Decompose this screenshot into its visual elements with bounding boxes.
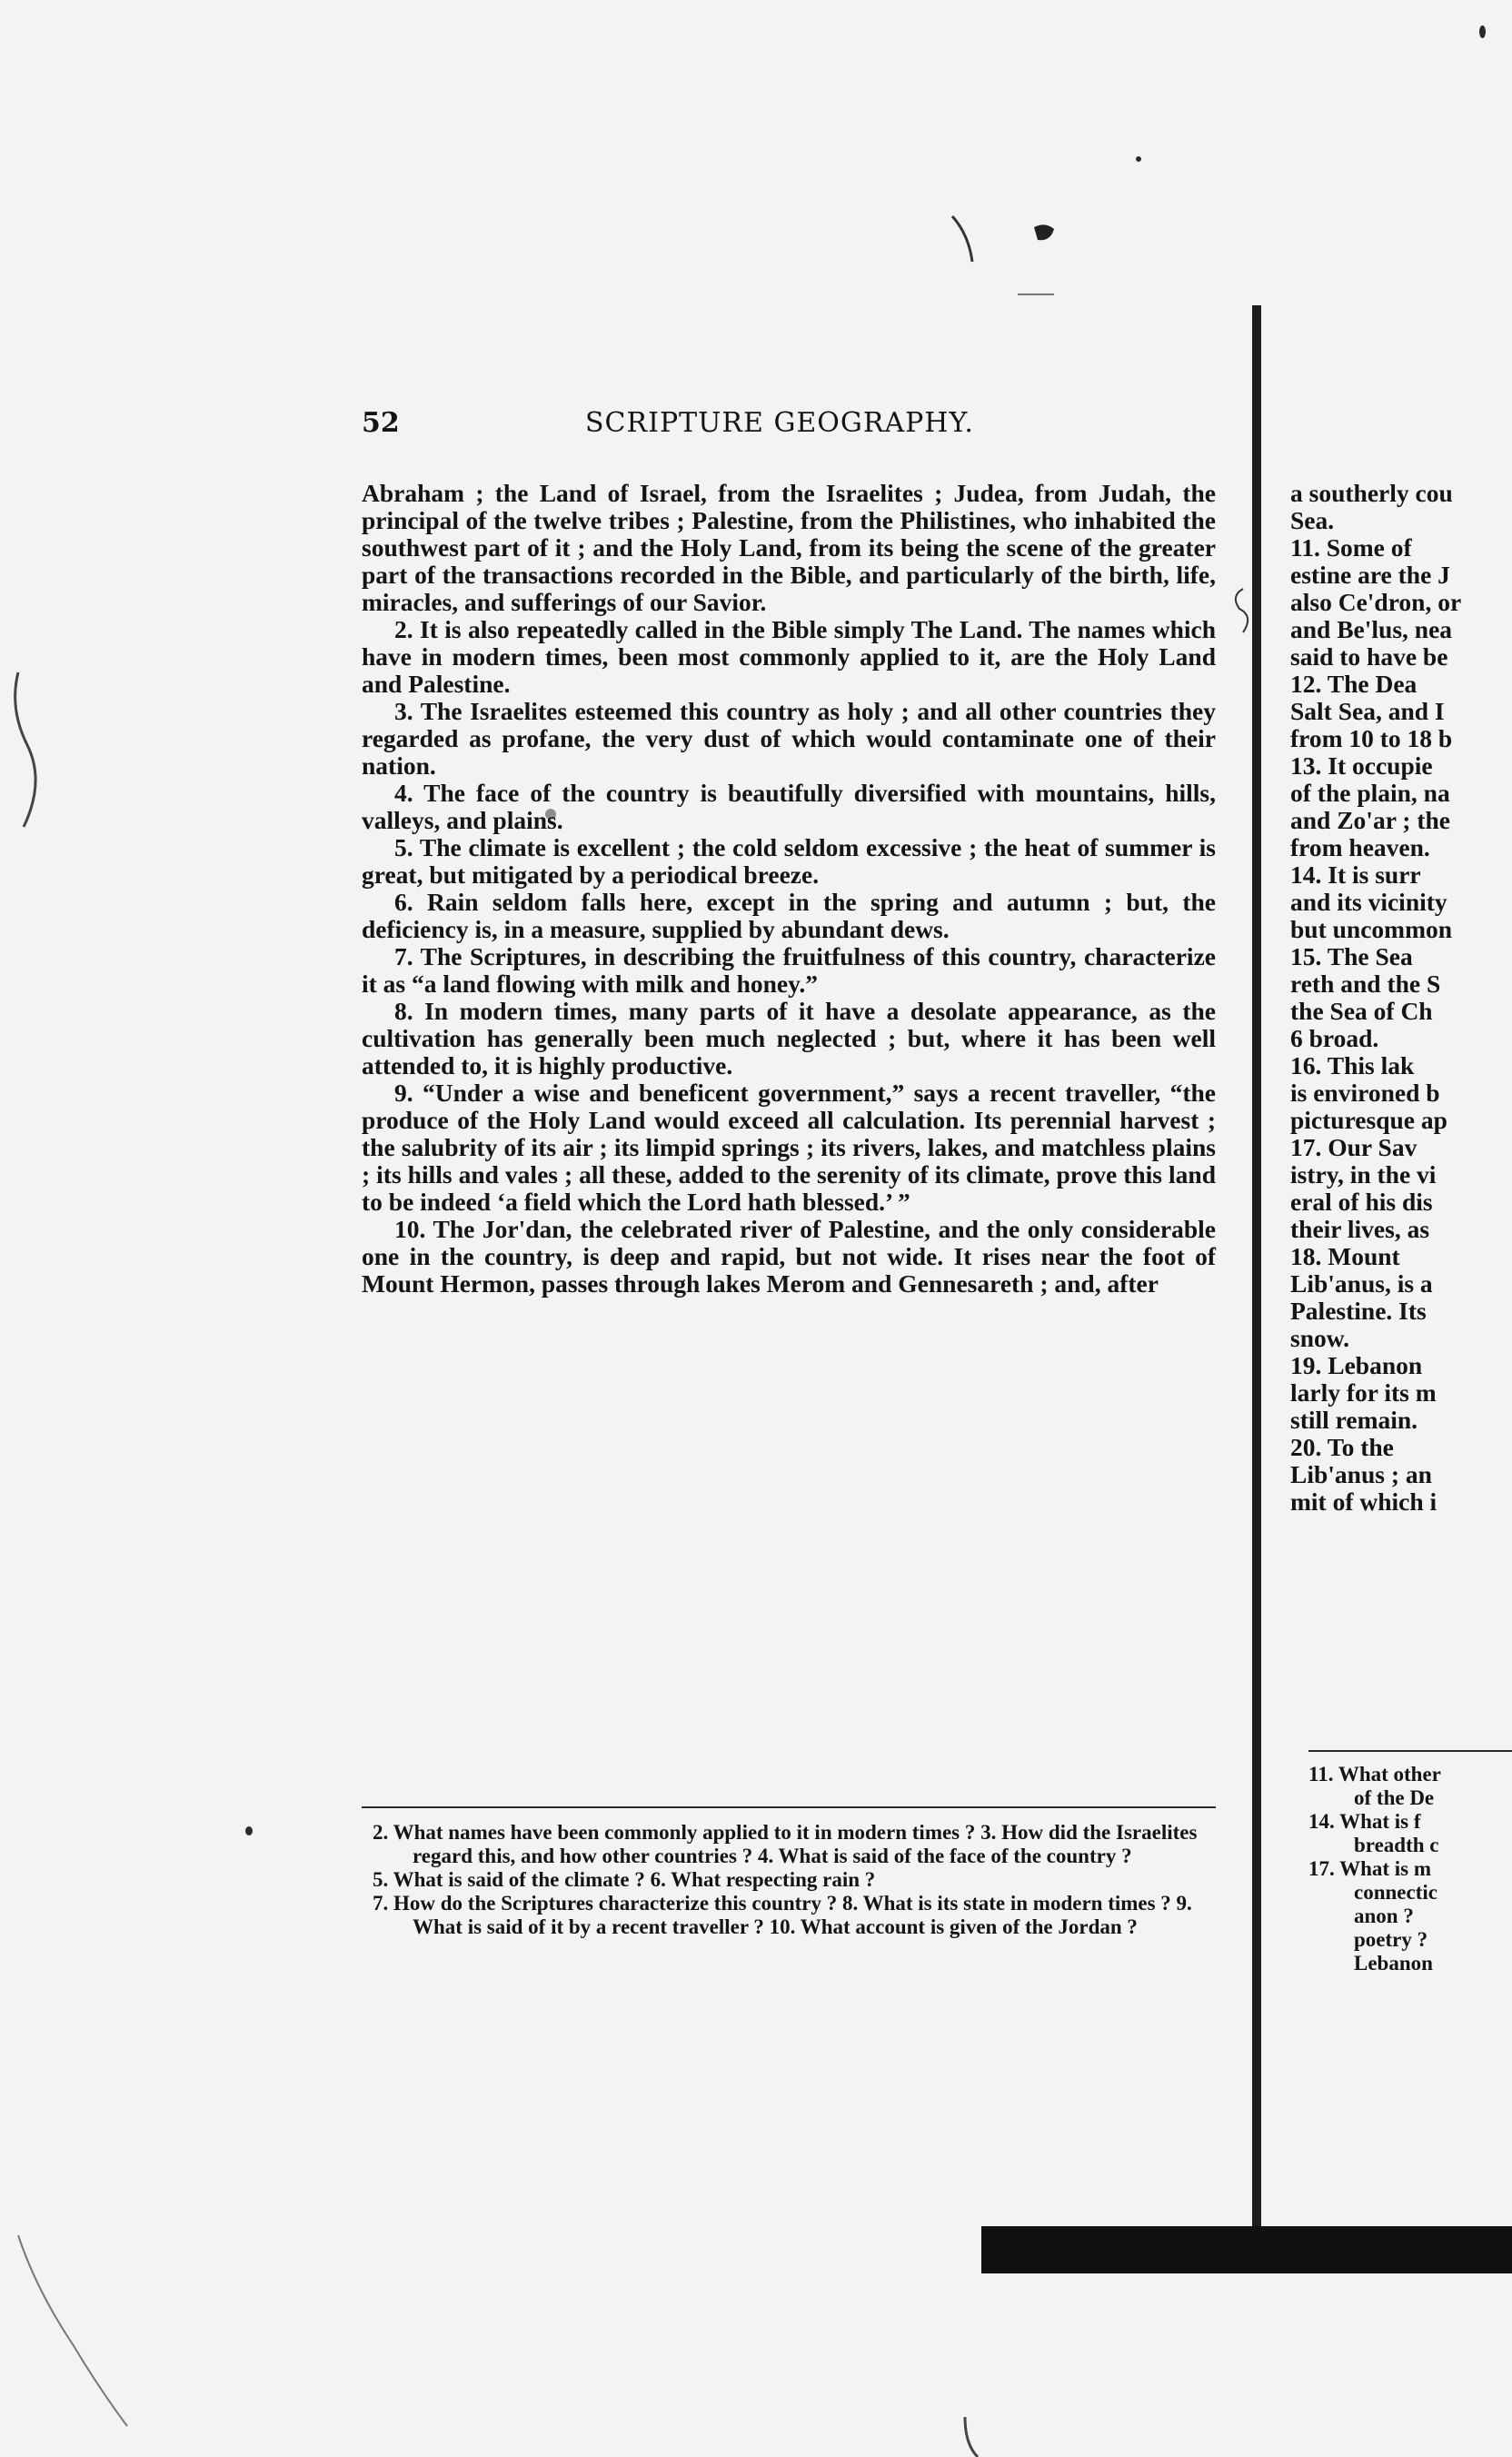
right-page-line: also Ce'dron, or <box>1290 588 1462 616</box>
paragraph: 3. The Israelites esteemed this country as holy ; and all other countries they regarded as profane, the very dust of which would contaminate one of their nation. <box>362 697 1216 780</box>
right-question-line: poetry ? <box>1354 1928 1428 1951</box>
dust-speck <box>245 1826 253 1835</box>
right-question-line: connectic <box>1354 1881 1437 1904</box>
right-question-line: breadth c <box>1354 1834 1439 1856</box>
right-page-line: larly for its m <box>1290 1378 1437 1407</box>
right-page-line: eral of his dis <box>1290 1188 1433 1216</box>
right-question-line: of the De <box>1354 1786 1435 1809</box>
question-item: 7. How do the Scriptures characterize this country ? 8. What is its state in modern times ? 9. What is said of it by a recent traveller ? 10. What account is given of the Jordan ? <box>373 1892 1192 1938</box>
margin-curl-left <box>15 672 35 827</box>
right-page-line: picturesque ap <box>1290 1106 1447 1134</box>
bottom-left-curl <box>18 2235 127 2426</box>
book-gutter <box>1252 305 1261 2259</box>
paragraph: 5. The climate is excellent ; the cold seldom excessive ; the heat of summer is great, but mitigated by a periodical breeze. <box>362 833 1216 889</box>
right-questions-fragment <box>1308 1763 1512 1999</box>
right-question-line: 17. What is m <box>1308 1857 1432 1880</box>
paragraph: 2. It is also repeatedly called in the Bible simply The Land. The names which have in modern times, been most commonly applied to it, are the Holy Land and Palestine. <box>362 615 1216 698</box>
right-page-line: from 10 to 18 b <box>1290 724 1453 752</box>
right-page-line: and Zo'ar ; the <box>1290 806 1450 834</box>
right-page-line: 11. Some of <box>1290 533 1412 562</box>
right-page-line: 20. To the <box>1290 1433 1394 1461</box>
page-header <box>362 407 1216 443</box>
right-page-line: 16. This lak <box>1290 1051 1415 1079</box>
right-page-line: mit of which i <box>1290 1487 1437 1516</box>
body-text <box>362 480 1216 1298</box>
right-page-line: 19. Lebanon <box>1290 1351 1423 1379</box>
question-item: 5. What is said of the climate ? 6. What respecting rain ? <box>373 1868 876 1891</box>
right-page-fragment <box>1290 480 1512 1661</box>
right-page-line: snow. <box>1290 1324 1349 1352</box>
right-page-line: reth and the S <box>1290 970 1441 998</box>
right-page-line: Salt Sea, and I <box>1290 697 1445 725</box>
footnote-rule <box>362 1806 1216 1808</box>
right-question-line: Lebanon <box>1354 1952 1433 1975</box>
paragraph: 6. Rain seldom falls here, except in the spring and autumn ; but, the deficiency is, in a measure, supplied by abundant dews. <box>362 888 1216 943</box>
paragraph: 9. “Under a wise and beneficent government,” says a recent traveller, “the produce of the Holy Land would exceed all calculation. Its perennial harvest ; the salubrity of its air ; its limpid springs ; its rivers, lakes, and matchless plains ; its hills and vales ; all these, added to the serenity of its climate, prove this land to be indeed ‘a field which the Lord hath blessed.’ ” <box>362 1079 1216 1216</box>
bracket-mark <box>1236 589 1248 632</box>
right-page-line: 17. Our Sav <box>1290 1133 1418 1161</box>
right-page-line: 18. Mount <box>1290 1242 1400 1270</box>
ink-stroke-top <box>952 216 972 262</box>
right-page-line: their lives, as <box>1290 1215 1430 1243</box>
right-page-line: from heaven. <box>1290 833 1430 861</box>
right-page-line: 13. It occupie <box>1290 751 1433 780</box>
paragraph: Abraham ; the Land of Israel, from the Israelites ; Judea, from Judah, the principal of the twelve tribes ; Palestine, from the Philistines, who inhabited the southwest part of it ; and the Holy Land, from its being the scene of the greater part of the transactions recorded in the Bible, and particularly of the birth, life, miracles, and sufferings of our Savior. <box>362 479 1216 616</box>
paragraph: 8. In modern times, many parts of it have a desolate appearance, as the cultivation has generally been much neglected ; but, where it has been well attended to, it is highly productive. <box>362 997 1216 1079</box>
dust-speck <box>1136 156 1141 162</box>
right-page-line: of the plain, na <box>1290 779 1450 807</box>
right-page-line: said to have be <box>1290 642 1448 671</box>
paragraph: 4. The face of the country is beautifully diversified with mountains, hills, valleys, and plains. <box>362 779 1216 834</box>
right-question-line: anon ? <box>1354 1905 1414 1927</box>
right-page-line: a southerly cou <box>1290 480 1453 507</box>
right-page-line: and Be'lus, nea <box>1290 615 1453 643</box>
paragraph: 7. The Scriptures, in describing the fruitfulness of this country, characterize it as “a land flowing with milk and honey.” <box>362 942 1216 998</box>
right-question-line: 11. What other <box>1308 1763 1441 1786</box>
right-page-line: Lib'anus, is a <box>1290 1269 1433 1298</box>
running-head: SCRIPTURE GEOGRAPHY. <box>585 407 974 439</box>
right-page-line: istry, in the vi <box>1290 1160 1437 1189</box>
right-footnote-rule <box>1308 1750 1512 1752</box>
paragraph: 10. The Jor'dan, the celebrated river of Palestine, and the only considerable one in the country, is deep and rapid, but not wide. It rises near the foot of Mount Hermon, passes through lakes Merom and Gennesareth ; and, after <box>362 1215 1216 1298</box>
right-page-line: is environed b <box>1290 1079 1440 1107</box>
right-page-line: the Sea of Ch <box>1290 997 1433 1025</box>
questions-footnote <box>373 1821 1218 1939</box>
right-page-line: Lib'anus ; an <box>1290 1460 1432 1488</box>
right-page-line: 15. The Sea <box>1290 942 1413 970</box>
bottom-corner-mark <box>965 2417 978 2457</box>
right-page-line: Palestine. Its <box>1290 1297 1427 1325</box>
right-question-line: 14. What is f <box>1308 1810 1421 1833</box>
right-page-line: and its vicinity <box>1290 888 1447 916</box>
dust-speck <box>1479 25 1486 38</box>
right-page-line: 6 broad. <box>1290 1024 1379 1052</box>
right-page-line: estine are the J <box>1290 561 1450 589</box>
right-page-line: 14. It is surr <box>1290 860 1421 889</box>
right-page-line: but uncommon <box>1290 915 1453 943</box>
question-item: 2. What names have been commonly applied to it in modern times ? 3. How did the Israelites regard this, and how other countries ? 4. What is said of the face of the country ? <box>373 1821 1198 1867</box>
right-page-line: still remain. <box>1290 1406 1418 1434</box>
page-number: 52 <box>362 407 400 439</box>
right-page-line: Sea. <box>1290 506 1335 534</box>
ink-blot-top <box>1034 224 1054 240</box>
right-page-line: 12. The Dea <box>1290 670 1418 698</box>
page-shadow-block <box>981 2226 1512 2273</box>
